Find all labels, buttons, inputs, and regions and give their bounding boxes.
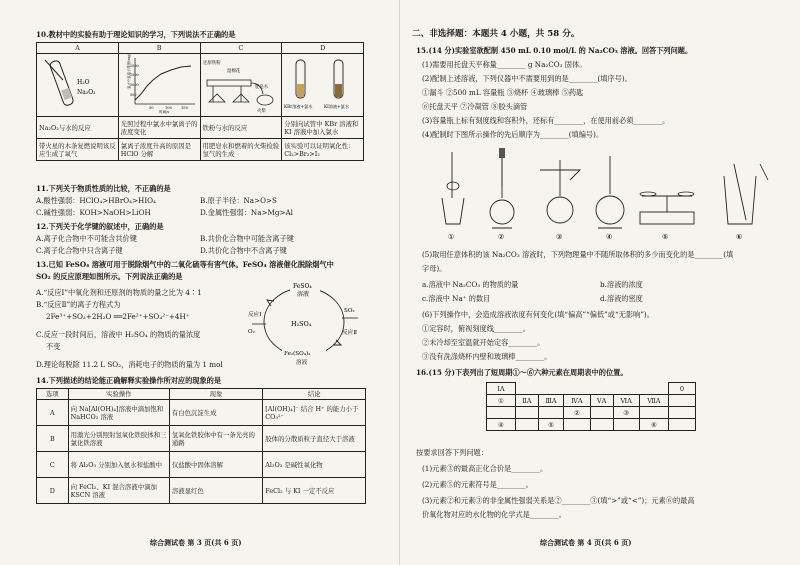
q11-option-d: D.金属性强弱：Na>Mg>Al (200, 208, 293, 217)
fig-d-label-kbr: KBr溶液+氯水 (284, 104, 313, 109)
q15-part6-item-3: ③没有洗涤烧杯内壁和玻璃棒________。 (422, 352, 552, 361)
fig-b-xtick-50: 50 (148, 106, 154, 110)
q15-part2: (2)配制上述溶液，下列仪器中不需要用到的是________(填序号)。 (422, 74, 632, 83)
cycle-label-h2so4: H₂SO₄ (291, 320, 312, 328)
q14-row-d-phenomenon: 溶液显红色 (169, 478, 262, 504)
q16-periodic-table (486, 382, 696, 431)
step-3-shaking (540, 160, 580, 223)
q15-part1: (1)需要用托盘天平称量________ g Na₂CO₃ 固体。 (422, 60, 587, 69)
cycle-label-fe2so43-sol: 溶液 (296, 360, 308, 366)
pt-cell-element-1: ① (487, 395, 516, 407)
q14-row-d-option: D (37, 478, 69, 504)
pt-cell-4a: ⅣA (564, 395, 590, 407)
step-6-dissolving (724, 164, 768, 224)
q10-cell-d-exp: 分别向试管中 KBr 溶液和 KI 溶液中加入氯水 (282, 117, 364, 139)
pt-cell-element-5: ⑤ (538, 419, 564, 431)
q10-cell-d-concl: 该实验可以证明氧化性：Cl₂>Br₂>I₂ (282, 139, 364, 161)
fig-d-label-ki: KI溶液+氯水 (324, 104, 350, 109)
q14-row-c-option: C (37, 452, 69, 478)
q16-part1: (1)元素③的最高正化合价是________。 (422, 464, 548, 473)
fig-b-xlabel: 时间/s (158, 110, 169, 114)
q13-option-a: A.“反应Ⅰ”中氧化剂和还原剂的物质的量之比为 4∶1 (36, 288, 202, 297)
step-label-1: ① (448, 233, 455, 241)
q10-header-d: D (282, 43, 364, 54)
q12-stem: 12.下列关于化学键的叙述中，正确的是 (36, 222, 164, 231)
pt-cell-0: 0 (669, 383, 696, 395)
step-label-4: ④ (606, 233, 613, 241)
table-row (37, 478, 366, 504)
q14-header-option: 选项 (37, 389, 69, 400)
q14-row-c-phenomenon: 仅盐酸中固体溶解 (169, 452, 262, 478)
q10-cell-b-exp: 光照过程中氯水中氯离子的浓度变化 (118, 117, 200, 139)
q12-option-d: D.共价化合物中不含离子键 (200, 246, 287, 255)
q10-stem: 10.教材中的实验有助于理论知识的学习，下列说法不正确的是 (36, 30, 236, 39)
fig-b-ytick-1500: 1500 (129, 73, 139, 77)
q16-part3-cont: 价氧化物对应的水化物的化学式是________。 (422, 510, 566, 519)
q16-part2: (2)元素⑤的元素符号是________。 (422, 480, 533, 489)
q16-stem: 16.(15 分)下表列出了短周期①～⑥六种元素在周期表中的位置。 (416, 368, 628, 377)
fig-b-ytick-2000: 2000 (129, 64, 139, 68)
fig-c-label-soap: 肥皂水 (254, 85, 268, 90)
q15-part5-option-a: a.溶液中 Na₂CO₃ 的物质的量 (422, 280, 519, 289)
q10-cell-a-concl: 带火星的木条复燃说明该反应生成了氧气 (37, 139, 119, 161)
q13-stem-line2: SO₂ 的反应原理如图所示。下列说法正确的是 (36, 272, 183, 281)
table-row (37, 426, 366, 452)
fig-b-xtick-150: 150 (180, 106, 188, 110)
q13-option-c-cont: 不变 (46, 342, 61, 351)
q12-option-a: A.离子化合物中不可能含共价键 (36, 234, 137, 243)
step-label-6: ⑥ (736, 233, 743, 241)
q10-header-a: A (37, 43, 119, 54)
section-title: 二、非选择题：本题共 4 小题，共 58 分。 (412, 29, 580, 39)
step-5-weighing (640, 192, 694, 224)
q10-cell-b-concl: 氯离子浓度升高的原因是 HClO 分解 (118, 139, 200, 161)
fig-a-label-water: H₂O (77, 79, 90, 86)
q12-option-b: B.共价化合物中可能含离子键 (200, 234, 294, 243)
pt-cell-element-6: ⑥ (639, 419, 668, 431)
pt-cell-element-2: ② (564, 407, 590, 419)
step-2-dropper (490, 148, 514, 228)
q14-row-a-option: A (37, 400, 69, 426)
step-label-2: ② (498, 233, 505, 241)
fig-b-ytick-500: 500 (129, 93, 137, 97)
q10-header-b: B (118, 43, 200, 54)
fig-b-ytick-1000: 1000 (129, 83, 139, 87)
q15-part6-item-1: ①定容时，俯视刻度线________。 (422, 324, 530, 333)
q14-row-b-phenomenon: 氢氧化铁胶体中有一条光亮的通路 (169, 426, 262, 452)
q14-header-phenomenon: 现象 (169, 389, 262, 400)
q14-row-a-phenomenon: 有白色沉淀生成 (169, 400, 262, 426)
fig-b-xtick-100: 100 (164, 106, 172, 110)
q15-part6-item-2: ②未冷却至室温就开始定容________。 (422, 338, 545, 347)
q10-figure-a (37, 54, 116, 114)
q13-cycle-diagram (246, 278, 366, 368)
q15-part3: (3)容量瓶上标有刻度线和容积外，还标有________，在使用前必须________。 (422, 116, 670, 125)
q14-header-operation: 实验操作 (68, 389, 169, 400)
pt-cell-6a: ⅥA (613, 395, 639, 407)
q14-row-c-operation: 将 Al₂O₃ 分别加入氨水和盐酸中 (68, 452, 169, 478)
q14-table (36, 388, 366, 504)
table-row (37, 400, 366, 426)
q14-row-a-conclusion: [Al(OH)₄]⁻ 结合 H⁺ 的能力小于 CO₃²⁻ (263, 400, 366, 426)
q16-part3: (3)元素②和元素③的非金属性强弱关系是②________③(填“>”或“<”)；元素⑥的最高 (422, 496, 695, 505)
q15-stem: 15.(14 分)实验室欲配制 450 mL 0.10 mol/L 的 Na₂CO₃ 溶液。回答下列问题。 (416, 46, 693, 55)
q10-cell-c-exp: 铁粉与水的反应 (200, 117, 282, 139)
cycle-label-reaction2: 反应Ⅱ (342, 330, 357, 336)
q11-option-b: B.原子半径：Na>O>S (200, 196, 277, 205)
cycle-label-fe2so43: Fe₂(SO₄)₃ (284, 351, 311, 357)
q14-row-d-operation: 向 FeCl₂、KI 混合溶液中滴加 KSCN 溶液 (68, 478, 169, 504)
q10-header-c: C (200, 43, 282, 54)
pt-cell-2a: ⅡA (516, 395, 539, 407)
q13-option-c: C.反应一段时间后，溶液中 H₂SO₄ 的物质的量浓度 (36, 330, 201, 339)
q14-row-b-operation: 用激光分别照射氢氧化铁胶体和三氯化铁溶液 (68, 426, 169, 452)
cycle-label-reaction1: 反应Ⅰ (248, 312, 262, 318)
pt-cell-5a: ⅤA (590, 395, 613, 407)
q16-instructions: 按要求回答下列问题： (416, 448, 488, 457)
pt-cell-element-4: ④ (487, 419, 516, 431)
exam-page-4 (400, 0, 800, 565)
fig-c-label-cotton: 湿棉花 (226, 69, 240, 74)
cycle-label-feso4: FeSO₄ (293, 283, 312, 290)
page-3-footer: 综合测试卷 第 3 页(共 6 页) (150, 538, 242, 547)
q15-part2-options-2: ⑥托盘天平 ⑦冷凝管 ⑧胶头滴管 (422, 102, 528, 111)
q13-stem-line1: 13.已知 FeSO₄ 溶液可用于脱除烟气中的二氧化硫等有害气体。FeSO₄ 溶液催化脱除烟气中 (36, 260, 334, 269)
q15-part4: (4)配制时下图所示操作的先后顺序为________(填编号)。 (422, 130, 604, 139)
cycle-label-feso4-sol: 溶液 (297, 291, 310, 298)
q13-option-d: D.理论每脱除 11.2 L SO₂，消耗电子的物质的量为 1 mol (36, 360, 223, 369)
pt-cell-3a: ⅢA (538, 395, 564, 407)
table-row (37, 452, 366, 478)
q10-figure-c (201, 54, 280, 114)
q10-table (36, 42, 364, 161)
q14-row-a-operation: 向 Na[Al(OH)₄]溶液中滴加饱和 NaHCO₃ 溶液 (68, 400, 169, 426)
q10-figure-b (119, 54, 198, 114)
pt-cell-7a: ⅦA (639, 395, 668, 407)
q14-stem: 14.下列描述的结论能正确解释实验操作所对应的现象的是 (36, 376, 222, 385)
q10-figure-d (282, 54, 361, 114)
q11-option-c: C.碱性强弱：KOH>NaOH>LiOH (36, 208, 151, 217)
step-label-3: ③ (556, 233, 563, 241)
page-4-footer: 综合测试卷 第 4 页(共 6 页) (540, 538, 632, 547)
q11-option-a: A.酸性强弱：HClO₄>HBrO₄>HIO₄ (36, 196, 156, 205)
pt-cell-1a: ⅠA (487, 383, 516, 395)
q10-cell-a-exp: Na₂O₂与水的反应 (37, 117, 119, 139)
q15-operation-steps-figure (430, 146, 780, 244)
pt-cell-element-3: ③ (613, 407, 639, 419)
fig-c-label-match: 火柴 (256, 109, 266, 114)
fig-c-label-iron: 还原铁粉 (202, 61, 221, 66)
q13-option-b: B.“反应Ⅱ”的离子方程式为 (36, 300, 121, 309)
q15-part5-line1: (5)取用任意体积的该 Na₂CO₃ 溶液时，下列物理量中不随所取体积的多少而变化的是________(填 (422, 250, 734, 259)
q12-option-c: C.离子化合物中只含离子键 (36, 246, 123, 255)
step-1-pouring (442, 152, 464, 224)
q10-cell-c-concl: 用肥皂水和燃着的火柴检验氢气的生成 (200, 139, 282, 161)
fig-a-label-na2o2: Na₂O₂ (77, 89, 96, 96)
q15-part6: (6)下列操作中，会造成溶液浓度有何变化(填“偏高”“偏低”或“无影响”)。 (422, 310, 654, 319)
q14-row-c-conclusion: Al₂O₃ 是碱性氧化物 (263, 452, 366, 478)
q14-row-b-option: B (37, 426, 69, 452)
q14-row-b-conclusion: 胶体的分散质粒子直径大于溶液 (263, 426, 366, 452)
q15-part5-option-b: b.溶液的浓度 (600, 280, 643, 289)
step-label-5: ⑤ (662, 233, 669, 241)
q15-part5-option-c: c.溶液中 Na⁺ 的数目 (422, 294, 491, 303)
cycle-label-o2: O₂ (248, 329, 255, 335)
q11-stem: 11.下列关于物质性质的比较，不正确的是 (36, 184, 171, 193)
cycle-label-so2: SO₂ (344, 308, 355, 314)
q15-part5-option-d: d.溶液的密度 (600, 294, 643, 303)
q14-header-conclusion: 结论 (263, 389, 366, 400)
q15-part5-line2: 字母)。 (422, 264, 447, 273)
q14-row-d-conclusion: FeCl₂ 与 KI 一定不反应 (263, 478, 366, 504)
q15-part2-options-1: ①漏斗 ②500 mL 容量瓶 ③烧杯 ④玻璃棒 ⑤药匙 (422, 88, 584, 97)
step-4-transfer (596, 156, 624, 228)
fig-b-ylabel: 氯水中氯离子浓度(mg/L) (126, 54, 131, 89)
q13-option-b-equation: 2Fe³⁺+SO₂+2H₂O ══2Fe²⁺+SO₄²⁻+4H⁺ (46, 312, 190, 321)
